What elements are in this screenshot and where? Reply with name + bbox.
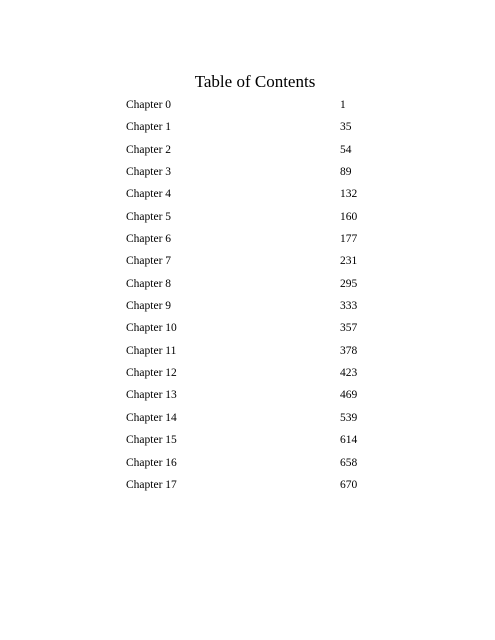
toc-page-number: 378	[340, 344, 358, 357]
toc-page-number: 295	[340, 277, 358, 290]
toc-page-number: 54	[340, 143, 352, 156]
toc-chapter-label: Chapter 3	[126, 166, 172, 179]
toc-page-number: 231	[340, 255, 358, 268]
toc-chapter-label: Chapter 11	[126, 344, 177, 357]
toc-chapter-label: Chapter 0	[126, 99, 172, 111]
toc-page-number: 35	[340, 121, 352, 134]
toc-chapter-label: Chapter 15	[126, 434, 177, 447]
toc-chapter-label: Chapter 9	[126, 300, 172, 313]
toc-page-number: 614	[340, 434, 358, 447]
toc-chapter-label: Chapter 12	[126, 367, 177, 380]
toc-chapter-label: Chapter 4	[126, 188, 172, 201]
toc-page-number: 539	[340, 411, 358, 424]
toc-page-number: 357	[340, 322, 358, 335]
toc-page-number: 1	[340, 99, 346, 111]
toc-page-number: 89	[340, 166, 352, 179]
toc-chapter-label: Chapter 6	[126, 233, 172, 246]
toc-chapter-label: Chapter 2	[126, 143, 172, 156]
toc-page-number: 670	[340, 478, 358, 491]
toc-chapter-label: Chapter 1	[126, 121, 172, 134]
toc-chapter-label: Chapter 16	[126, 456, 177, 469]
toc-chapter-label: Chapter 7	[126, 255, 172, 268]
toc-page-number: 658	[340, 456, 358, 469]
toc-chapter-label: Chapter 10	[126, 322, 177, 335]
toc-page-number: 469	[340, 389, 358, 402]
toc-page-number: 132	[340, 188, 358, 201]
toc-page-number: 177	[340, 233, 358, 246]
toc-chapter-label: Chapter 17	[126, 478, 177, 491]
toc-chapter-label: Chapter 13	[126, 389, 177, 402]
toc-page-number: 333	[340, 300, 358, 313]
page-title: Table of Contents	[194, 72, 316, 91]
toc-page-number: 423	[340, 367, 358, 380]
toc-chapter-label: Chapter 8	[126, 277, 172, 290]
toc-chapter-label: Chapter 14	[126, 411, 177, 424]
toc-chapter-label: Chapter 5	[126, 210, 172, 223]
toc-page-number: 160	[340, 210, 358, 223]
